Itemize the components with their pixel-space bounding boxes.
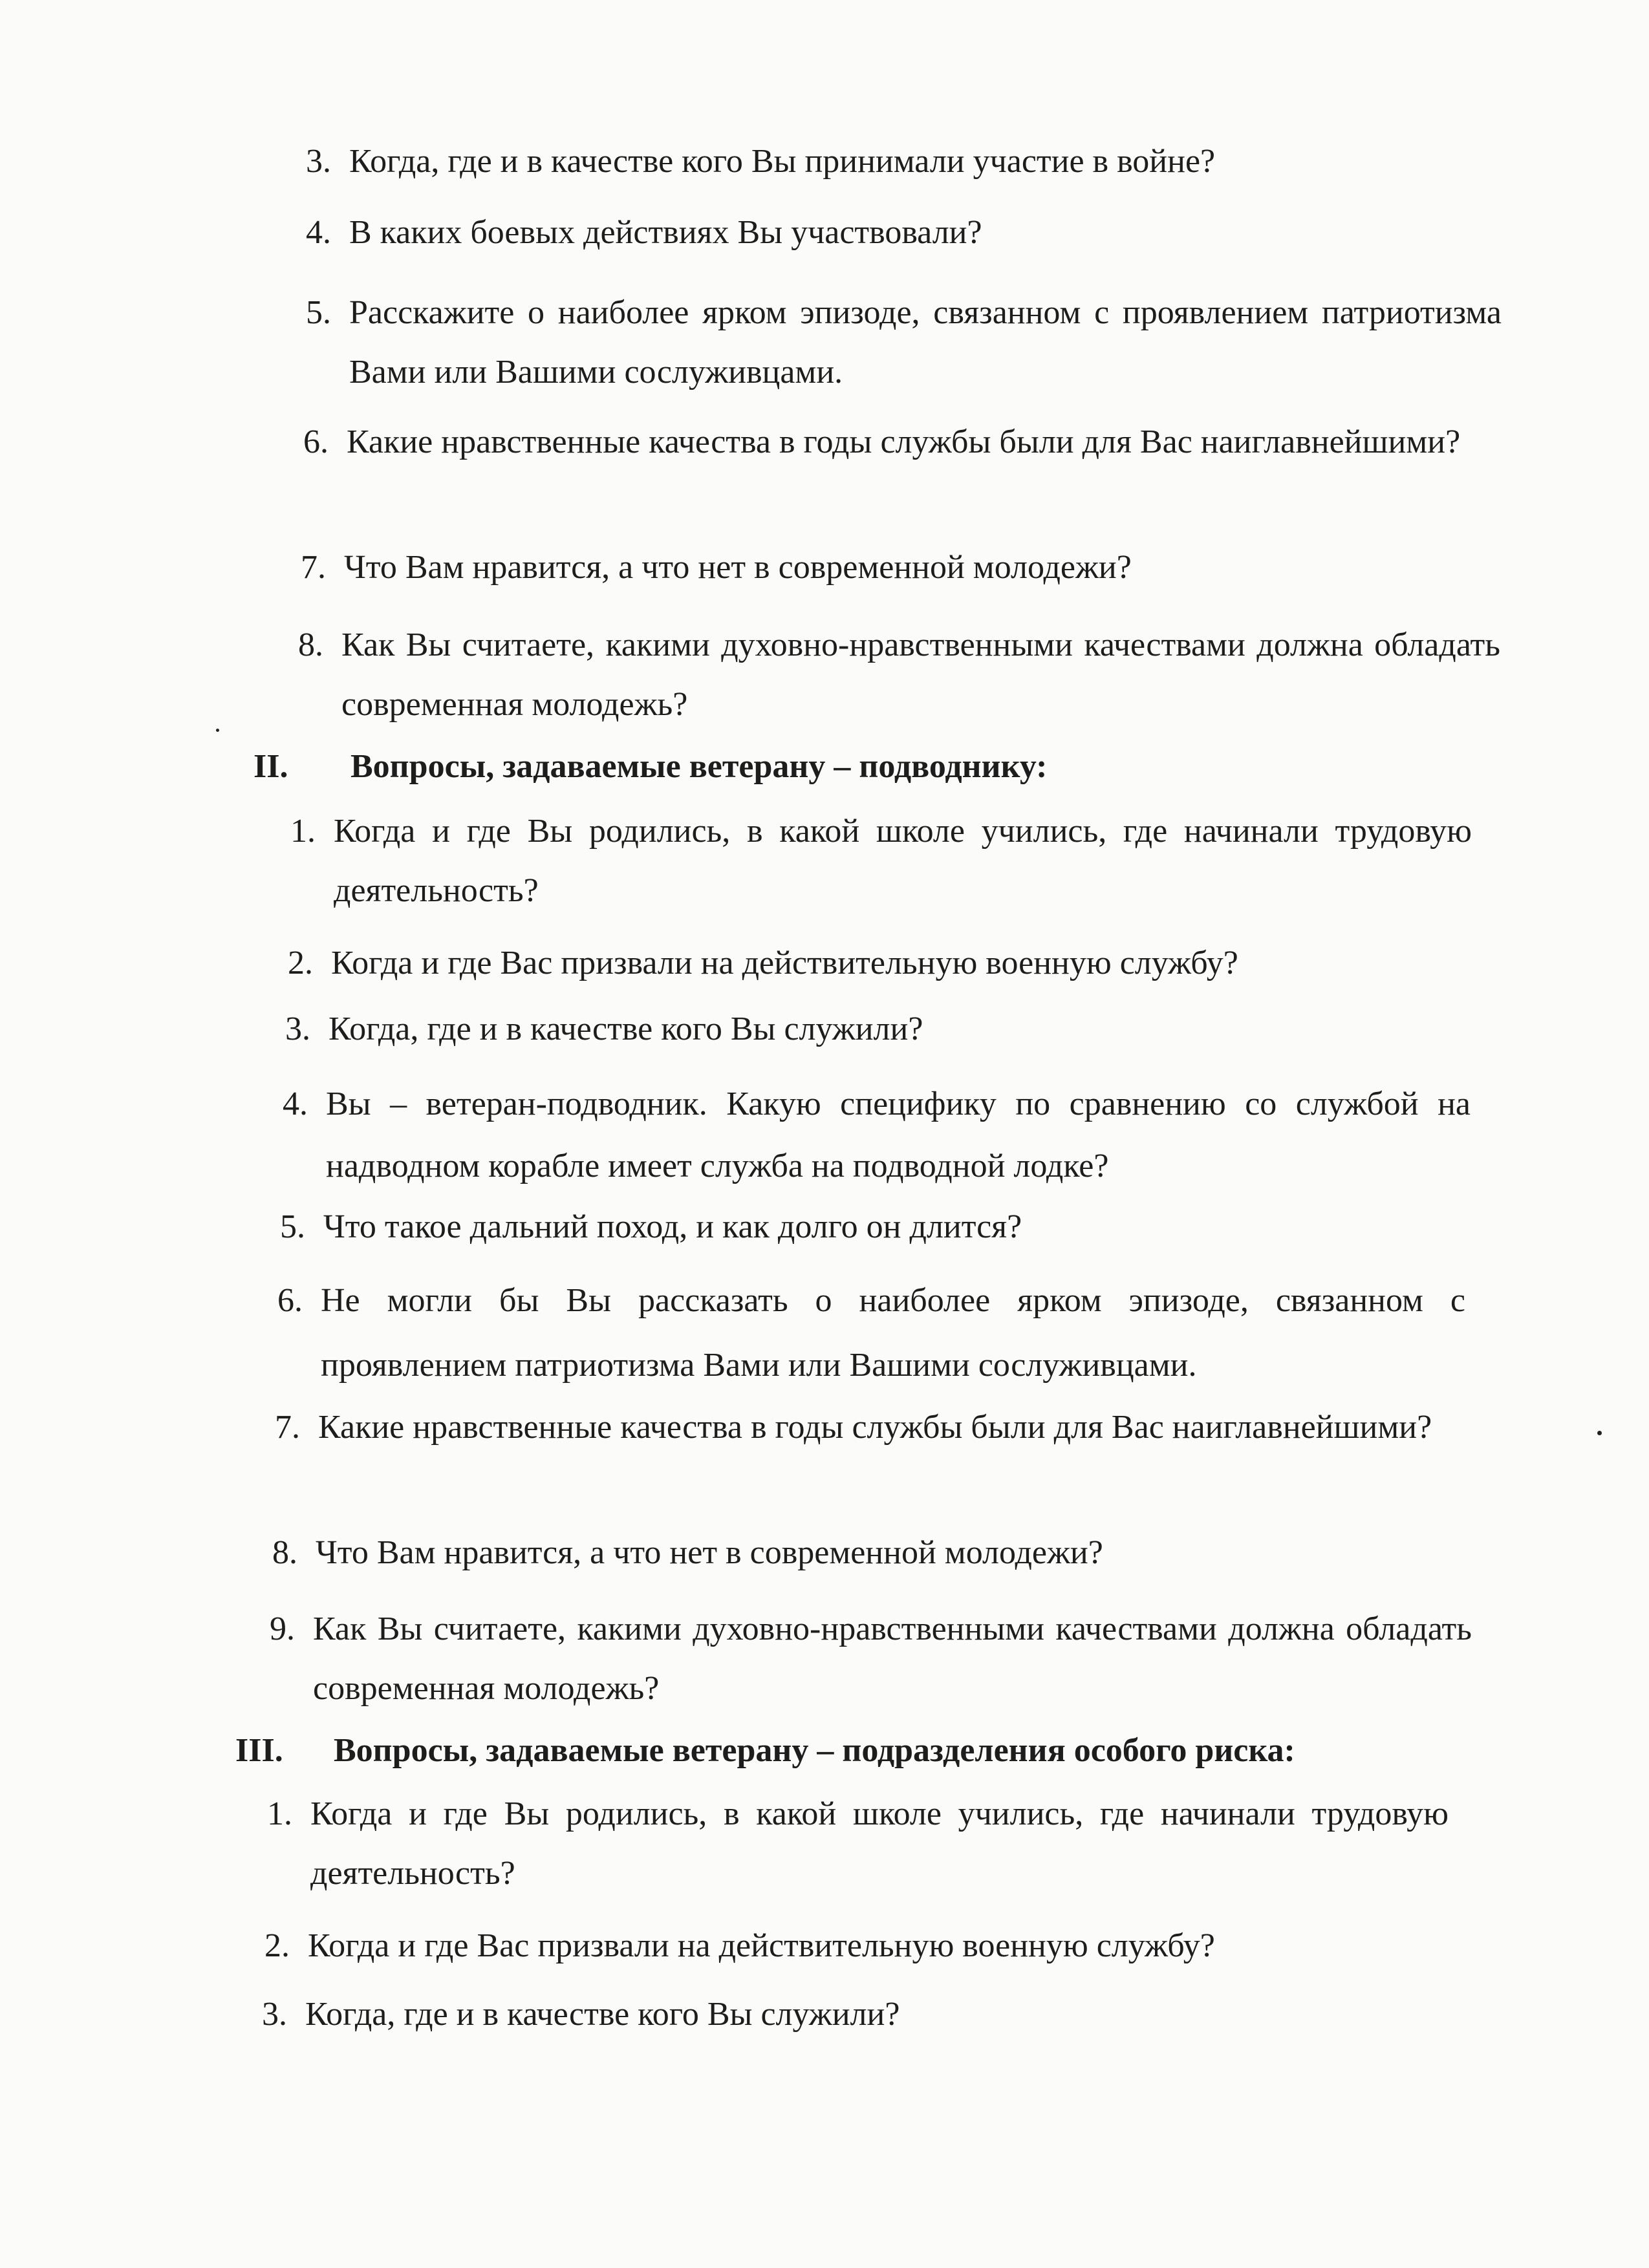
item-number: 8.: [298, 626, 323, 663]
item-number: 2.: [264, 1927, 290, 1964]
item-number: 7.: [301, 549, 326, 586]
item-number: 3.: [285, 1011, 310, 1047]
section-title: Вопросы, задаваемые ветерану – подводнику:: [350, 748, 1048, 785]
item-text: Когда и где Вы родились, в какой школе учились, где начинали трудовую деятельность?: [334, 813, 1472, 909]
item-number: 1.: [290, 813, 316, 850]
list-item: [235, 1989, 1464, 2040]
item-number: 6.: [303, 423, 329, 460]
item-number: 3.: [262, 1996, 287, 2033]
item-text: Как Вы считаете, какими духовно-нравственными качествами должна обладать современная молодежь?: [313, 1610, 1472, 1707]
list-item: [261, 937, 1490, 989]
list-item: [279, 207, 1502, 259]
item-text: Что Вам нравится, а что нет в современной молодежи?: [316, 1534, 1103, 1571]
list-item: [274, 542, 1503, 594]
list-item: [243, 1599, 1472, 1718]
list-item: [251, 1268, 1480, 1398]
item-text: В каких боевых действиях Вы участвовали?: [349, 214, 982, 251]
list-item: [246, 1527, 1474, 1579]
section-numeral: III.: [235, 1732, 283, 1769]
item-number: 2.: [288, 945, 313, 981]
list-item: [256, 1073, 1485, 1197]
list-item: [279, 283, 1502, 402]
item-text: Расскажите о наиболее ярком эпизоде, связанном с проявлением патриотизма Вами или Вашими сослуживцами.: [349, 294, 1502, 390]
item-number: 6.: [277, 1282, 303, 1319]
item-text: Когда и где Вас призвали на действительную военную службу?: [331, 945, 1238, 981]
section-title: Вопросы, задаваемые ветерану – подразделения особого риска:: [334, 1732, 1295, 1769]
item-number: 1.: [267, 1795, 292, 1832]
item-text: Вы – ветеран-подводник. Какую специфику по сравнению со службой на надводном корабле имеет служба на подводной лодке?: [326, 1086, 1471, 1184]
section-heading: [253, 741, 1482, 793]
item-text: Когда, где и в качестве кого Вы служили?: [305, 1996, 900, 2033]
scan-speck: [216, 729, 219, 732]
item-text: Что Вам нравится, а что нет в современной молодежи?: [344, 549, 1132, 586]
list-item: [259, 1003, 1487, 1055]
item-text: Когда и где Вас призвали на действительную военную службу?: [308, 1927, 1215, 1964]
list-item: [238, 1920, 1467, 1972]
item-text: Что такое дальний поход, и как долго он длится?: [323, 1208, 1022, 1245]
item-text: Когда, где и в качестве кого Вы принимали участие в войне?: [349, 143, 1216, 180]
list-item: [248, 1396, 1477, 1459]
item-text: Какие нравственные качества в годы службы были для Вас наиглавнейшими?: [347, 423, 1461, 460]
section-numeral: II.: [253, 748, 288, 785]
item-text: Когда, где и в качестве кого Вы служили?: [329, 1011, 923, 1047]
item-number: 9.: [270, 1610, 295, 1647]
list-item: [272, 615, 1500, 734]
list-item: [264, 802, 1493, 921]
item-text: Как Вы считаете, какими духовно-нравственными качествами должна обладать современная молодежь?: [341, 626, 1500, 723]
item-number: 8.: [272, 1534, 297, 1571]
item-text: Когда и где Вы родились, в какой школе учились, где начинали трудовую деятельность?: [310, 1795, 1449, 1892]
list-item: [253, 1201, 1482, 1253]
section-heading: [235, 1725, 1529, 1777]
list-item: [241, 1784, 1469, 1903]
item-text: Не могли бы Вы рассказать о наиболее ярком эпизоде, связанном с проявлением патриотизма Вами или Вашими сослуживцами.: [321, 1282, 1465, 1384]
item-text: Какие нравственные качества в годы службы были для Вас наиглавнейшими?: [318, 1409, 1432, 1446]
item-number: 4.: [306, 214, 331, 251]
item-number: 5.: [280, 1208, 305, 1245]
list-item: [279, 136, 1502, 187]
item-number: 3.: [306, 143, 331, 180]
list-item: [277, 412, 1505, 472]
item-number: 5.: [306, 294, 331, 331]
scan-speck: [1597, 1431, 1602, 1435]
item-number: 4.: [283, 1086, 308, 1122]
item-number: 7.: [275, 1409, 300, 1446]
